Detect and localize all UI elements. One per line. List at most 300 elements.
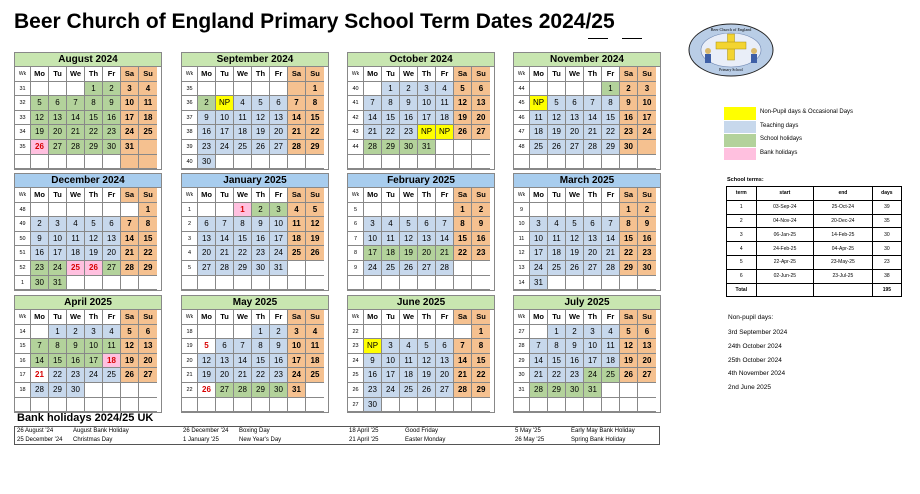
month-calendar [14, 173, 162, 291]
month-calendar [347, 173, 495, 291]
day-cell: 5 [252, 96, 270, 111]
month-title: July 2025 [514, 296, 660, 310]
day-cell: 4 [67, 217, 85, 232]
weekday-header: Su [472, 188, 490, 203]
day-cell: 11 [548, 232, 566, 247]
day-cell: 19 [400, 246, 418, 261]
day-cell: 6 [472, 82, 490, 97]
weekday-header: Mo [31, 67, 49, 82]
day-cell: 13 [198, 232, 216, 247]
weekday-header: Mo [198, 310, 216, 325]
month-day-grid [348, 67, 494, 169]
day-cell: 17 [638, 111, 656, 126]
day-cell: 30 [364, 398, 382, 413]
day-cell: 28 [436, 261, 454, 276]
day-cell: 30 [103, 140, 121, 155]
day-cell [584, 276, 602, 291]
month-title: November 2024 [514, 53, 660, 67]
week-number: 33 [15, 111, 31, 126]
day-cell: 5 [620, 325, 638, 340]
title-dash-right [622, 38, 642, 39]
day-cell: 14 [530, 354, 548, 369]
month-title: May 2025 [182, 296, 328, 310]
week-number: 10 [514, 217, 530, 232]
day-cell: 15 [602, 111, 620, 126]
day-cell: 25 [139, 125, 157, 140]
day-cell: 27 [472, 125, 490, 140]
day-cell: 18 [436, 111, 454, 126]
day-cell: 19 [121, 354, 139, 369]
day-cell [548, 203, 566, 218]
day-cell: 11 [234, 111, 252, 126]
week-number [348, 155, 364, 170]
day-cell: 12 [121, 339, 139, 354]
day-cell: 10 [584, 339, 602, 354]
week-number: 48 [514, 140, 530, 155]
day-cell [638, 276, 656, 291]
day-cell: 13 [418, 232, 436, 247]
month-title: December 2024 [15, 174, 161, 188]
day-cell [638, 155, 656, 170]
weekday-header: We [566, 188, 584, 203]
day-cell: 24 [382, 383, 400, 398]
day-cell [382, 155, 400, 170]
day-cell: 23 [364, 383, 382, 398]
week-number: 26 [348, 383, 364, 398]
weekday-header: Tu [548, 67, 566, 82]
day-cell [139, 140, 157, 155]
week-number: 35 [182, 82, 198, 97]
term-days: 38 [872, 269, 901, 283]
weekday-header: Sa [454, 188, 472, 203]
day-cell: 17 [584, 354, 602, 369]
day-cell: 25 [67, 261, 85, 276]
weekday-header: Fr [103, 310, 121, 325]
weekday-header: Th [584, 67, 602, 82]
day-cell [472, 261, 490, 276]
day-cell [638, 398, 656, 413]
month-title: June 2025 [348, 296, 494, 310]
day-cell: 12 [252, 111, 270, 126]
weekday-header: Fr [103, 188, 121, 203]
day-cell: 13 [216, 354, 234, 369]
day-cell: 12 [198, 354, 216, 369]
legend-label: Bank holidays [760, 149, 798, 156]
day-cell: 8 [620, 217, 638, 232]
day-cell [530, 398, 548, 413]
day-cell [382, 276, 400, 291]
bank-holiday-date: 18 April '25 [349, 428, 379, 434]
day-cell: 25 [103, 368, 121, 383]
day-cell: 4 [548, 217, 566, 232]
week-column-header: Wk [15, 310, 31, 325]
day-cell: 16 [472, 232, 490, 247]
day-cell: 24 [638, 125, 656, 140]
week-number: 40 [182, 155, 198, 170]
day-cell: 16 [103, 111, 121, 126]
weekday-header: We [234, 188, 252, 203]
day-cell: 28 [67, 140, 85, 155]
weekday-header: We [400, 67, 418, 82]
weekday-header: Su [638, 310, 656, 325]
day-cell: 29 [49, 383, 67, 398]
weekday-header: Mo [31, 310, 49, 325]
day-cell: NP [436, 125, 454, 140]
day-cell [198, 276, 216, 291]
week-number: 36 [182, 96, 198, 111]
weekday-header: Th [584, 310, 602, 325]
weekday-header: Mo [364, 188, 382, 203]
day-cell: 3 [49, 217, 67, 232]
day-cell [67, 82, 85, 97]
day-cell [602, 203, 620, 218]
day-cell: 21 [530, 368, 548, 383]
month-calendar [181, 52, 329, 170]
column-header: end [814, 187, 873, 201]
day-cell [234, 398, 252, 413]
day-cell: 1 [252, 325, 270, 340]
day-cell: 31 [530, 276, 548, 291]
day-cell: 2 [198, 96, 216, 111]
week-number: 15 [15, 339, 31, 354]
day-cell [216, 82, 234, 97]
day-cell: 28 [288, 140, 306, 155]
day-cell: 18 [602, 354, 620, 369]
table-row [727, 242, 902, 256]
week-number: 20 [182, 354, 198, 369]
day-cell: 3 [270, 203, 288, 218]
day-cell [234, 82, 252, 97]
day-cell: 17 [364, 246, 382, 261]
weekday-header: Th [584, 188, 602, 203]
term-end: 23-Jul-25 [814, 269, 873, 283]
weekday-header: Tu [216, 188, 234, 203]
day-cell [472, 140, 490, 155]
day-cell [216, 203, 234, 218]
week-number: 48 [15, 203, 31, 218]
week-number: 44 [514, 82, 530, 97]
day-cell: 5 [85, 217, 103, 232]
day-cell: 28 [530, 383, 548, 398]
day-cell: 23 [103, 125, 121, 140]
day-cell [252, 276, 270, 291]
term-end: 04-Apr-25 [814, 242, 873, 256]
day-cell: 2 [638, 203, 656, 218]
week-column-header: Wk [348, 67, 364, 82]
day-cell: 13 [270, 111, 288, 126]
day-cell: 9 [620, 96, 638, 111]
month-calendar [14, 52, 162, 170]
day-cell: 20 [198, 246, 216, 261]
day-cell: 16 [638, 232, 656, 247]
day-cell [364, 203, 382, 218]
legend-swatch [724, 107, 756, 120]
day-cell: 28 [216, 261, 234, 276]
day-cell: 19 [566, 246, 584, 261]
day-cell: 21 [216, 246, 234, 261]
day-cell: 1 [49, 325, 67, 340]
week-column-header: Wk [514, 310, 530, 325]
week-number [182, 398, 198, 413]
day-cell: 21 [364, 125, 382, 140]
month-day-grid [348, 310, 494, 412]
day-cell [139, 276, 157, 291]
week-number: 17 [15, 368, 31, 383]
day-cell: 5 [121, 325, 139, 340]
weekday-header: Sa [620, 67, 638, 82]
month-day-grid [182, 310, 328, 412]
day-cell: 22 [306, 125, 324, 140]
day-cell: 2 [566, 325, 584, 340]
day-cell: 7 [67, 96, 85, 111]
day-cell: 18 [234, 125, 252, 140]
day-cell: 6 [139, 325, 157, 340]
day-cell: 28 [121, 261, 139, 276]
week-number [514, 155, 530, 170]
day-cell [400, 325, 418, 340]
week-number: 14 [15, 325, 31, 340]
day-cell: 4 [103, 325, 121, 340]
day-cell: 14 [602, 232, 620, 247]
day-cell: 5 [198, 339, 216, 354]
day-cell [436, 140, 454, 155]
day-cell: 13 [103, 232, 121, 247]
table-row [727, 214, 902, 228]
day-cell [67, 398, 85, 413]
bank-holiday-name: Good Friday [405, 428, 439, 434]
day-cell [67, 203, 85, 218]
week-number: 11 [514, 232, 530, 247]
day-cell [306, 398, 324, 413]
day-cell: 1 [454, 203, 472, 218]
day-cell [49, 155, 67, 170]
day-cell [530, 325, 548, 340]
week-number: 24 [348, 354, 364, 369]
day-cell: 16 [566, 354, 584, 369]
month-day-grid [514, 67, 660, 169]
day-cell: 8 [139, 217, 157, 232]
day-cell [602, 276, 620, 291]
day-cell: 22 [234, 246, 252, 261]
week-number: 7 [348, 232, 364, 247]
day-cell: 7 [602, 217, 620, 232]
weekday-header: Sa [288, 310, 306, 325]
column-header: start [756, 187, 813, 201]
term-number: 1 [727, 200, 757, 214]
week-number: 2 [182, 217, 198, 232]
legend-label: Teaching days [760, 122, 799, 129]
day-cell [472, 155, 490, 170]
bank-holiday-date: 26 May '25 [515, 437, 545, 443]
day-cell: 20 [472, 111, 490, 126]
day-cell: 6 [638, 325, 656, 340]
weekday-header: We [67, 310, 85, 325]
day-cell: 21 [121, 246, 139, 261]
day-cell: 31 [584, 383, 602, 398]
column-header: days [872, 187, 901, 201]
day-cell: 4 [436, 82, 454, 97]
day-cell: 30 [638, 261, 656, 276]
day-cell [364, 325, 382, 340]
weekday-header: Sa [454, 67, 472, 82]
week-number: 27 [348, 398, 364, 413]
day-cell [436, 203, 454, 218]
day-cell: 22 [382, 125, 400, 140]
day-cell: 22 [139, 246, 157, 261]
bank-holiday-name: August Bank Holiday [73, 428, 129, 434]
week-number: 50 [15, 232, 31, 247]
day-cell [454, 261, 472, 276]
weekday-header: Mo [198, 188, 216, 203]
weekday-header: Th [252, 310, 270, 325]
weekday-header: Tu [548, 188, 566, 203]
bank-holidays-box [14, 426, 660, 445]
day-cell [31, 155, 49, 170]
month-day-grid [15, 67, 161, 169]
day-cell [418, 325, 436, 340]
list-item: 3rd September 2024 [728, 329, 788, 336]
day-cell [85, 155, 103, 170]
month-day-grid [514, 310, 660, 412]
week-column-header: Wk [182, 67, 198, 82]
day-cell [306, 276, 324, 291]
weekday-header: Tu [382, 67, 400, 82]
day-cell [602, 155, 620, 170]
day-cell: 2 [472, 203, 490, 218]
bank-holiday-date: 21 April '25 [349, 437, 379, 443]
day-cell: 14 [121, 232, 139, 247]
weekday-header: Su [306, 67, 324, 82]
day-cell: 30 [620, 140, 638, 155]
weekday-header: Mo [198, 67, 216, 82]
day-cell: 2 [252, 203, 270, 218]
day-cell: 27 [566, 140, 584, 155]
week-number: 31 [514, 383, 530, 398]
day-cell: 23 [638, 246, 656, 261]
day-cell: 6 [103, 217, 121, 232]
day-cell [270, 82, 288, 97]
day-cell: 16 [67, 354, 85, 369]
day-cell: 15 [234, 232, 252, 247]
day-cell [306, 155, 324, 170]
day-cell: 23 [270, 368, 288, 383]
day-cell: 27 [270, 140, 288, 155]
day-cell: 20 [638, 354, 656, 369]
day-cell: 29 [234, 261, 252, 276]
day-cell: 25 [382, 261, 400, 276]
month-calendar [513, 295, 661, 413]
week-number: 14 [514, 276, 530, 291]
week-number: 18 [182, 325, 198, 340]
week-number: 40 [348, 82, 364, 97]
day-cell: 10 [121, 96, 139, 111]
day-cell [530, 155, 548, 170]
day-cell: 9 [252, 217, 270, 232]
day-cell: 9 [472, 217, 490, 232]
week-column-header: Wk [514, 188, 530, 203]
day-cell: 25 [288, 246, 306, 261]
week-number: 51 [15, 246, 31, 261]
school-logo-icon [688, 23, 774, 77]
day-cell: 20 [216, 368, 234, 383]
month-calendar [181, 173, 329, 291]
day-cell: 8 [49, 339, 67, 354]
day-cell [103, 383, 121, 398]
day-cell: 26 [252, 140, 270, 155]
day-cell [49, 398, 67, 413]
day-cell: 17 [216, 125, 234, 140]
month-day-grid [15, 310, 161, 412]
day-cell [31, 398, 49, 413]
legend-swatch [724, 134, 756, 147]
weekday-header: We [67, 188, 85, 203]
day-cell [454, 325, 472, 340]
day-cell: 28 [364, 140, 382, 155]
week-number [514, 398, 530, 413]
month-calendar [181, 295, 329, 413]
day-cell: 9 [31, 232, 49, 247]
week-number: 44 [348, 140, 364, 155]
weekday-header: Sa [121, 188, 139, 203]
day-cell: 18 [67, 246, 85, 261]
weekday-header: Fr [602, 188, 620, 203]
day-cell: 22 [49, 368, 67, 383]
day-cell [139, 398, 157, 413]
day-cell [620, 155, 638, 170]
week-column-header: Wk [15, 67, 31, 82]
term-start: 04-Nov-24 [756, 214, 813, 228]
week-number [348, 276, 364, 291]
day-cell: 21 [454, 368, 472, 383]
day-cell: 15 [306, 111, 324, 126]
day-cell [436, 398, 454, 413]
day-cell [584, 398, 602, 413]
page-title: Beer Church of England Primary School Term Dates 2024/25 [14, 10, 615, 33]
month-day-grid [182, 67, 328, 169]
term-end: 20-Dec-24 [814, 214, 873, 228]
day-cell [252, 155, 270, 170]
day-cell: 31 [270, 261, 288, 276]
non-pupil-days-list [728, 329, 787, 398]
day-cell: 16 [252, 232, 270, 247]
day-cell: 4 [382, 217, 400, 232]
day-cell [400, 155, 418, 170]
day-cell: 11 [436, 96, 454, 111]
day-cell: 28 [602, 261, 620, 276]
day-cell: 24 [121, 125, 139, 140]
day-cell: 27 [216, 383, 234, 398]
day-cell: 10 [382, 354, 400, 369]
day-cell: 30 [270, 383, 288, 398]
week-number: 18 [15, 383, 31, 398]
term-end: 14-Feb-25 [814, 228, 873, 242]
day-cell: 16 [31, 246, 49, 261]
month-day-grid [514, 188, 660, 290]
weekday-header: Tu [382, 188, 400, 203]
weekday-header: Fr [270, 310, 288, 325]
week-number: 6 [348, 217, 364, 232]
week-column-header: Wk [514, 67, 530, 82]
day-cell: 1 [620, 203, 638, 218]
day-cell: 20 [418, 246, 436, 261]
day-cell: 27 [198, 261, 216, 276]
day-cell: 17 [270, 232, 288, 247]
day-cell: 15 [252, 354, 270, 369]
month-calendar [14, 295, 162, 413]
day-cell: 7 [216, 217, 234, 232]
day-cell: 27 [418, 261, 436, 276]
day-cell [620, 276, 638, 291]
